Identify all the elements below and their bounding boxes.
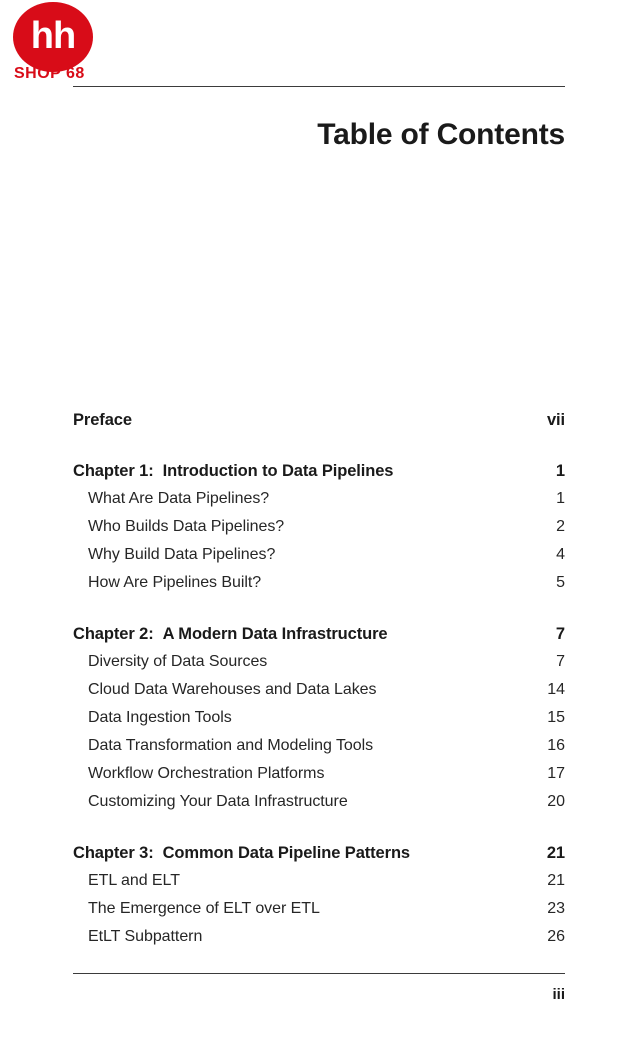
- toc-entry-title: Why Build Data Pipelines?: [88, 546, 276, 563]
- toc-section-entry[interactable]: [73, 648, 565, 676]
- brand-monogram: hh: [30, 15, 76, 57]
- brand-circle-icon: [13, 2, 93, 72]
- toc-entry-label: [73, 839, 410, 867]
- toc-group: [73, 839, 565, 951]
- toc-entry-page-number: 1: [555, 462, 565, 480]
- toc-entry-number: Chapter 1:: [73, 462, 154, 480]
- toc-section-entry[interactable]: [73, 760, 565, 788]
- footer-rule: [73, 973, 565, 974]
- toc-entry-title: Workflow Orchestration Platforms: [88, 765, 325, 782]
- toc-group: [73, 406, 565, 434]
- toc-entry-title: Introduction to Data Pipelines: [162, 462, 394, 480]
- toc-entry-label: [88, 704, 232, 732]
- toc-entry-title: The Emergence of ELT over ETL: [88, 900, 320, 917]
- toc-chapter-entry[interactable]: [73, 620, 565, 648]
- toc-entry-page-number: 21: [546, 844, 565, 862]
- toc-section-entry[interactable]: [73, 895, 565, 923]
- toc-chapter-entry[interactable]: [73, 839, 565, 867]
- toc-entry-page-number: vii: [546, 411, 565, 429]
- toc-entry-page-number: 23: [547, 900, 565, 917]
- toc-entry-title: Data Ingestion Tools: [88, 709, 232, 726]
- toc-entry-title: EtLT Subpattern: [88, 928, 203, 945]
- toc-entry-label: [88, 895, 320, 923]
- toc-entry-label: [88, 867, 180, 895]
- toc-section-entry[interactable]: [73, 923, 565, 951]
- toc-entry-label: [88, 732, 373, 760]
- brand-logo: [8, 0, 100, 92]
- page-title: Table of Contents: [317, 118, 565, 152]
- toc-entry-title: A Modern Data Infrastructure: [162, 625, 388, 643]
- toc-entry-label: [88, 541, 275, 569]
- toc-entry-page-number: 1: [556, 490, 565, 507]
- toc-entry-page-number: 14: [547, 681, 565, 698]
- toc-chapter-entry[interactable]: [73, 406, 565, 434]
- toc-entry-title: Common Data Pipeline Patterns: [162, 844, 411, 862]
- toc-entry-label: [73, 406, 132, 434]
- table-of-contents: [73, 406, 565, 951]
- toc-entry-number: Chapter 3:: [73, 844, 154, 862]
- toc-entry-label: [88, 760, 324, 788]
- toc-section-entry[interactable]: [73, 867, 565, 895]
- toc-section-entry[interactable]: [73, 676, 565, 704]
- toc-entry-title: ETL and ELT: [88, 872, 180, 889]
- toc-section-entry[interactable]: [73, 569, 565, 597]
- masthead: [0, 0, 637, 92]
- toc-entry-title: Customizing Your Data Infrastructure: [88, 793, 348, 810]
- toc-entry-title: Data Transformation and Modeling Tools: [88, 737, 374, 754]
- toc-entry-title: Preface: [73, 411, 132, 429]
- toc-entry-label: [88, 923, 202, 951]
- toc-chapter-entry[interactable]: [73, 457, 565, 485]
- toc-entry-page-number: 21: [547, 872, 565, 889]
- toc-entry-page-number: 20: [547, 793, 565, 810]
- toc-entry-label: [88, 676, 376, 704]
- toc-entry-title: What Are Data Pipelines?: [88, 490, 270, 507]
- toc-group: [73, 457, 565, 597]
- toc-section-entry[interactable]: [73, 541, 565, 569]
- toc-section-entry[interactable]: [73, 788, 565, 816]
- toc-entry-label: [88, 513, 284, 541]
- toc-entry-page-number: 7: [555, 625, 565, 643]
- toc-entry-page-number: 4: [556, 546, 565, 563]
- page-number: iii: [552, 986, 565, 1003]
- toc-entry-number: Chapter 2:: [73, 625, 154, 643]
- header-rule: [73, 86, 565, 87]
- toc-entry-title: Cloud Data Warehouses and Data Lakes: [88, 681, 377, 698]
- toc-entry-label: [88, 648, 267, 676]
- toc-section-entry[interactable]: [73, 513, 565, 541]
- toc-entry-page-number: 2: [556, 518, 565, 535]
- toc-section-entry[interactable]: [73, 704, 565, 732]
- toc-group: [73, 620, 565, 816]
- toc-entry-page-number: 15: [547, 709, 565, 726]
- toc-entry-page-number: 17: [547, 765, 565, 782]
- toc-entry-label: [88, 569, 261, 597]
- toc-entry-label: [88, 485, 269, 513]
- toc-entry-page-number: 7: [556, 653, 565, 670]
- toc-entry-page-number: 5: [556, 574, 565, 591]
- toc-entry-label: [88, 788, 348, 816]
- toc-entry-title: Who Builds Data Pipelines?: [88, 518, 285, 535]
- toc-entry-page-number: 26: [547, 928, 565, 945]
- toc-entry-title: How Are Pipelines Built?: [88, 574, 262, 591]
- toc-section-entry[interactable]: [73, 485, 565, 513]
- toc-entry-title: Diversity of Data Sources: [88, 653, 268, 670]
- toc-entry-page-number: 16: [547, 737, 565, 754]
- toc-section-entry[interactable]: [73, 732, 565, 760]
- brand-wordmark: SHOP 68: [14, 65, 85, 82]
- toc-entry-label: [73, 620, 387, 648]
- toc-entry-label: [73, 457, 393, 485]
